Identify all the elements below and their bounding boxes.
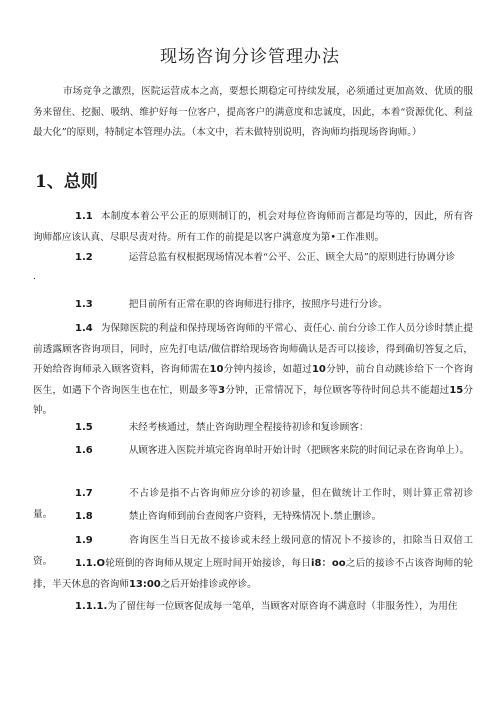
clause-bold-time: 13:00 [128, 578, 161, 590]
clause-text: 之后开始排诊或停诊。 [160, 578, 257, 590]
clause-1-8 [33, 507, 473, 528]
clause-bold-number: 10 [311, 364, 326, 375]
clause-1-1-1 [33, 597, 473, 618]
clause-number: 1.9 [75, 535, 93, 546]
clause-1-2 [33, 248, 473, 269]
clause-text: 运营总监有权根据现场情况本着“公平、公正、顾全大局”的原则进行协调分诊 [128, 252, 456, 263]
clause-bold-number: 15 [449, 384, 464, 396]
clause-number: 1.4 [75, 323, 93, 334]
clause-number: 1.1.O [75, 558, 106, 569]
document-title: 现场咨询分诊管理办法 [160, 47, 340, 67]
stray-dot: . [33, 272, 36, 282]
clause-text: 轮班倒的咨询师从规定上班时间开始接诊，每日 [105, 558, 312, 569]
clause-text: 分钟内接诊，如超过 [223, 364, 312, 375]
clause-text: 未经考核通过，禁止咨询助理全程接待初诊和复诊顾客： [128, 422, 369, 433]
clause-bold-time: i8：oo [311, 558, 346, 569]
clause-number: 1.8 [75, 511, 93, 522]
clause-1-1 [33, 207, 473, 248]
clause-number: 1.5 [75, 422, 93, 433]
clause-text: 禁止咨询师到前台查阅客户资料，无特殊情况卜.禁止删诊。 [128, 511, 382, 522]
intro-paragraph: 市场竞争之激烈，医院运营成本之高，要想长期稳定可持续发展，必须通过更加高效、优质的服务来留住、挖掘、吸纳、维护好每一位客户，提高客户的满意度和忠诚度，因此，本着“资源优化、利益最大化”的原则，特制定本管理办法。（本文中，若未做特别说明，咨询师均指现场咨询师。） [33, 86, 473, 138]
clause-text: 分钟。 [33, 384, 474, 416]
clause-text: 分钟，前台自动跳诊给下一个咨询医生，如遇下个咨询医生也在忙，则最多等 [33, 364, 474, 396]
clause-1-6 [33, 441, 473, 462]
clause-text: 从顾客进入医院并填完咨询单时开始计时（把顾客来院的时间记录在咨询单上）。 [128, 445, 470, 456]
clause-bold-number: 10 [209, 364, 224, 375]
clause-bold-number: 3 [218, 384, 226, 396]
clause-1-5 [33, 418, 473, 439]
clause-1-3 [33, 295, 473, 316]
clause-1-4 [33, 319, 473, 422]
clause-text: 为了留住每一位顾客促成每一笔单，当顾客对原咨询不满意时（非服务性），为用住 [107, 601, 458, 612]
clause-number: 1.1 [75, 211, 93, 222]
clause-text: 分钟，正常情况下，每位顾客等待时间总共不能超过 [225, 384, 450, 396]
clause-text: 为保障医院的利益和保持现场咨询师的平常心、责任心. 前台分诊工作人员分诊时禁止提前透露顾客咨询项目，同时，应先打电话/做信群给现场咨询师确认是否可以接诊，得到确切答复之后，开始给咨询师录入顾客资料，咨询师需在 [33, 323, 473, 375]
clause-number: 1.3 [75, 299, 93, 310]
clause-text: 之后的接诊不占该咨询师的轮排，半天休息的咨询师 [33, 558, 474, 590]
section-heading: 1、总则 [35, 172, 98, 192]
clause-number: 1.1.1. [75, 601, 108, 612]
clause-text: 本制度本着公平公正的原则制订的，机会对每位咨询师而言都是均等的，因此，所有咨询师都应该认真、尽职尽责对待。所有工作的前提是以客户满意度为第•工作准则。 [33, 211, 473, 243]
clause-text: 咨询医生当日无故不接诊或未经上级同意的情况卜不接诊的，扣除当日双倍工资。 [33, 535, 473, 567]
clause-text: 不占诊是指不占咨询师应分诊的初诊量，但在做统计工作时，则计算正常初诊量。 [33, 488, 473, 520]
clause-1-1-0 [33, 554, 473, 595]
clause-number: 1.2 [75, 252, 93, 263]
clause-number: 1.7 [75, 488, 93, 499]
clause-text: 把目前所有正常在职的咨询师进行排序，按照序号进行分诊。 [128, 299, 388, 310]
clause-number: 1.6 [75, 445, 93, 456]
